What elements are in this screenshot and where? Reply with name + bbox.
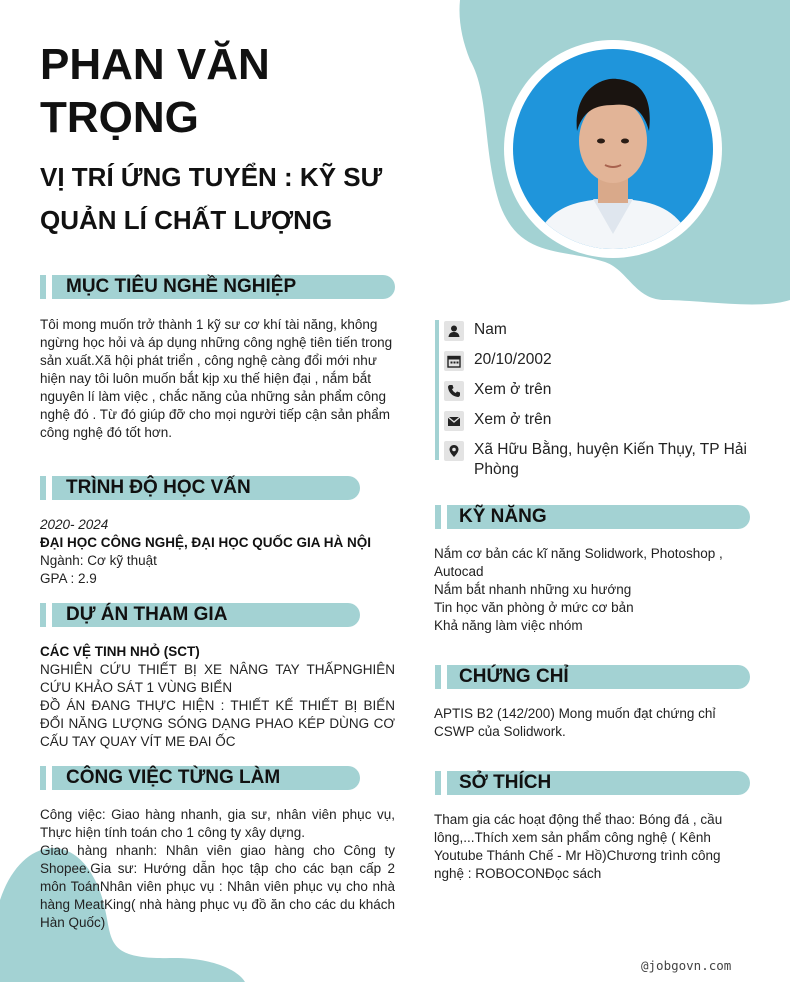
skill-item: Tin học văn phòng ở mức cơ bản [434,600,634,615]
work-line-2: Giao hàng nhanh: Nhân viên giao hàng cho Công ty Shopee.Gia sư: Hướng dẫn học tập cho các bạn cấp 2 môn ToánNhân viên phục vụ : Nhân viên phục vụ cho nhà hàng MeatKing( nhà hàng phục vụ đồ ăn cho các du khách Hàn Quốc) [40,843,395,930]
info-value: Nam [474,321,507,338]
skills-list [434,545,750,635]
education-major: Ngành: Cơ kỹ thuật [40,553,157,568]
section-title: MỤC TIÊU NGHỀ NGHIỆP [66,276,297,297]
section-title: CHỨNG CHỈ [459,666,569,687]
work-line-1: Công việc: Giao hàng nhanh, gia sư, nhân viên phục vụ, Thực hiện tính toán cho 1 công ty xây dựng. [40,807,395,840]
section-objective-header [40,275,395,299]
hobbies-text: Tham gia các hoạt động thể thao: Bóng đá , cầu lông,...Thích xem sản phẩm công nghệ ( Kênh Youtube Thánh Chế - Mr Hồ)Chương trình công nghệ : ROBOCONĐọc sách [434,812,723,881]
project-line-1: NGHIÊN CỨU THIẾT BỊ XE NÂNG TAY THẤPNGHIÊN CỨU KHẢO SÁT 1 VÙNG BIỂN [40,662,395,695]
phone-icon [444,381,464,401]
info-value: 20/10/2002 [474,351,552,368]
skill-item: Nắm cơ bản các kĩ năng Solidwork, Photoshop , Autocad [434,546,723,579]
project-name: CÁC VỆ TINH NHỎ (SCT) [40,644,200,659]
info-value: Xem ở trên [474,381,552,398]
info-email [444,410,764,431]
section-skills-header [435,505,750,529]
info-value: Xã Hữu Bằng, huyện Kiến Thụy, TP Hải Phòng [474,441,747,478]
project-line-2: ĐỒ ÁN ĐANG THỰC HIỆN : THIẾT KẾ THIẾT BỊ BIẾN ĐỔI NĂNG LƯỢNG SÓNG DẠNG PHAO KÉP DÙNG CƠ CẤU TAY QUAY VÍT ME ĐAI ỐC [40,698,395,749]
section-certificates-header [435,665,750,689]
info-gender [444,320,764,341]
info-birthday [444,350,764,371]
location-icon [444,441,464,461]
info-value: Xem ở trên [474,411,552,428]
info-accent-bar [435,320,439,460]
mail-icon [444,411,464,431]
calendar-icon [444,351,464,371]
skill-item: Nắm bắt nhanh những xu hướng [434,582,632,597]
section-title: DỰ ÁN THAM GIA [66,604,228,625]
section-projects-header [40,603,360,627]
section-work-header [40,766,360,790]
education-gpa: GPA : 2.9 [40,571,97,586]
section-title: SỞ THÍCH [459,772,552,793]
info-address [444,440,764,480]
education-school: ĐẠI HỌC CÔNG NGHỆ, ĐẠI HỌC QUỐC GIA HÀ NỘI [40,535,372,550]
section-title: KỸ NĂNG [459,506,547,527]
candidate-name: PHAN VĂN TRỌNG [40,40,270,142]
job-position: VỊ TRÍ ỨNG TUYỂN : KỸ SƯ QUẢN LÍ CHẤT LƯỢNG [40,162,383,235]
profile-photo [513,49,713,249]
section-education-header [40,476,360,500]
info-phone [444,380,764,401]
section-title: CÔNG VIỆC TỪNG LÀM [66,767,281,788]
footer-watermark: @jobgovn.com [641,958,732,973]
section-hobbies-header [435,771,750,795]
objective-text: Tôi mong muốn trở thành 1 kỹ sư cơ khí tài năng, không ngừng học hỏi và áp dụng những công nghệ tiên tiến trong sản xuất.Xã hội phát triển , công nghệ càng đổi mới như hiện nay tôi luôn muốn bắt kịp xu thế hiện đại , nắm bắt nguyên lí làm việc , chắc năng của những sản phẩm công nghệ đó . Từ đó giúp đỡ cho mọi người tiếp cận sản phẩm công nghệ đó tốt hơn. [40,317,393,440]
user-icon [444,321,464,341]
education-period: 2020- 2024 [40,517,109,532]
section-title: TRÌNH ĐỘ HỌC VẤN [66,477,251,498]
certificates-text: APTIS B2 (142/200) Mong muốn đạt chứng chỉ CSWP của Solidwork. [434,706,716,739]
skill-item: Khả năng làm việc nhóm [434,618,583,633]
